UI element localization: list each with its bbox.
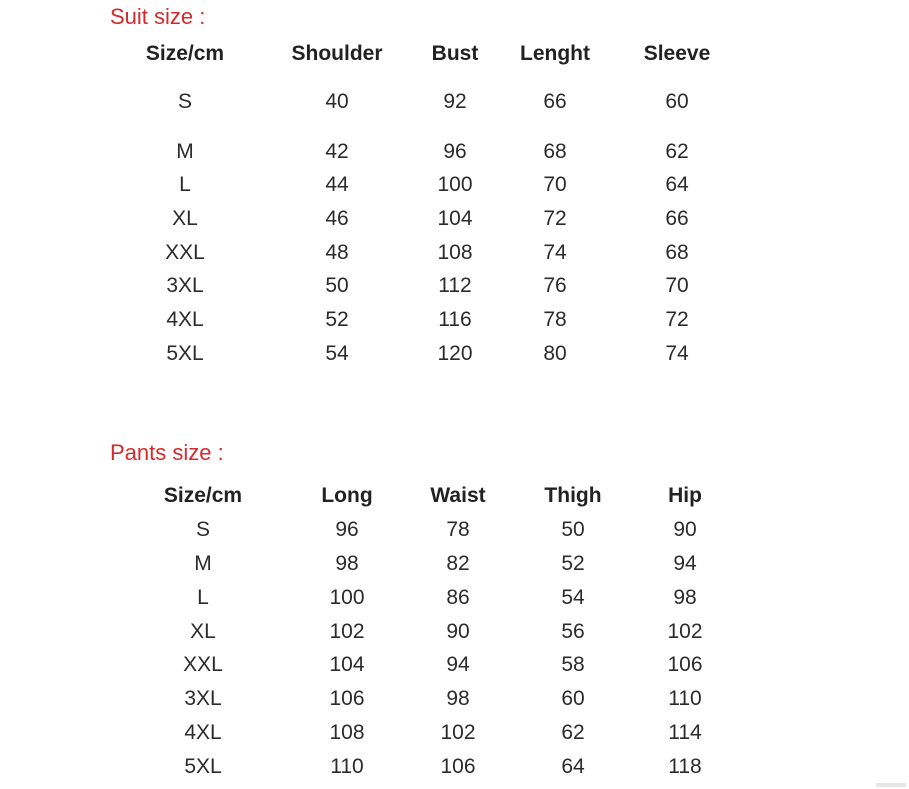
suit-row-cell: 116: [438, 308, 472, 331]
pants-header-cell: Size/cm: [163, 484, 243, 507]
pants-row-cell: L: [197, 586, 209, 609]
pants-row-cell: 56: [561, 620, 585, 643]
suit-row-cell: 104: [437, 207, 473, 230]
pants-row-cell: 96: [335, 518, 359, 541]
pants-row-cell: 110: [330, 755, 364, 778]
suit-row-cell: 52: [325, 308, 349, 331]
pants-row-cell: 60: [561, 687, 585, 710]
pants-row-cell: 4XL: [184, 721, 222, 744]
pants-row-cell: 52: [561, 552, 585, 575]
pants-row-cell: XXL: [183, 653, 223, 676]
suit-row-cell: 62: [665, 140, 689, 163]
suit-row-cell: 72: [665, 308, 689, 331]
suit-header-cell: Sleeve: [643, 42, 711, 65]
pants-row-cell: XL: [190, 620, 216, 643]
suit-row-cell: 74: [543, 241, 567, 264]
pants-row-cell: 100: [329, 586, 365, 609]
suit-row-cell: 40: [325, 90, 349, 113]
pants-row-cell: 102: [329, 620, 365, 643]
suit-row-cell: 66: [543, 90, 567, 113]
suit-row-cell: 78: [543, 308, 567, 331]
pants-row-cell: 64: [561, 755, 585, 778]
pants-header-cell: Thigh: [544, 484, 602, 507]
pants-row-cell: 114: [668, 721, 702, 744]
pants-header-cell: Waist: [430, 484, 486, 507]
pants-header-cell: Long: [321, 484, 373, 507]
suit-row-cell: 120: [437, 342, 473, 365]
pants-row-cell: 50: [561, 518, 585, 541]
suit-row-cell: 68: [543, 140, 567, 163]
pants-row-cell: 118: [668, 755, 702, 778]
suit-row-cell: 92: [443, 90, 467, 113]
pants-row-cell: 94: [673, 552, 697, 575]
suit-row-cell: 100: [437, 173, 473, 196]
suit-row-cell: 66: [665, 207, 689, 230]
pants-row-cell: 82: [446, 552, 470, 575]
pants-row-cell: 110: [668, 687, 702, 710]
suit-row-cell: 4XL: [166, 308, 204, 331]
pants-row-cell: 90: [446, 620, 470, 643]
pants-row-cell: 104: [329, 653, 365, 676]
suit-row-cell: L: [179, 173, 191, 196]
suit-row-cell: 96: [443, 140, 467, 163]
suit-row-cell: 76: [543, 274, 567, 297]
pants-row-cell: 106: [440, 755, 476, 778]
pants-row-cell: 78: [446, 518, 470, 541]
pants-row-cell: 98: [335, 552, 359, 575]
pants-row-cell: 108: [329, 721, 365, 744]
suit-row-cell: 42: [325, 140, 349, 163]
pants-row-cell: 58: [561, 653, 585, 676]
pants-row-cell: 102: [667, 620, 703, 643]
suit-row-cell: 74: [665, 342, 689, 365]
suit-row-cell: XXL: [165, 241, 205, 264]
suit-row-cell: S: [177, 90, 193, 113]
pants-row-cell: 94: [446, 653, 470, 676]
suit-row-cell: M: [176, 140, 194, 163]
pants-row-cell: 62: [561, 721, 585, 744]
pants-row-cell: M: [194, 552, 212, 575]
suit-row-cell: 70: [665, 274, 689, 297]
pants-row-cell: 54: [561, 586, 585, 609]
pants-header-cell: Hip: [668, 484, 702, 507]
pants-row-cell: 3XL: [184, 687, 222, 710]
pants-row-cell: 98: [446, 687, 470, 710]
suit-row-cell: 54: [325, 342, 349, 365]
suit-size-title: Suit size :: [110, 4, 206, 29]
pants-row-cell: 106: [329, 687, 365, 710]
pants-row-cell: 98: [673, 586, 697, 609]
pants-row-cell: 90: [673, 518, 697, 541]
suit-header-cell: Lenght: [520, 42, 590, 65]
suit-row-cell: XL: [172, 207, 198, 230]
suit-row-cell: 46: [325, 207, 349, 230]
suit-row-cell: 44: [325, 173, 349, 196]
pants-size-title: Pants size :: [110, 440, 224, 465]
suit-row-cell: 72: [543, 207, 567, 230]
suit-row-cell: 48: [325, 241, 349, 264]
suit-row-cell: 70: [543, 173, 567, 196]
suit-row-cell: 3XL: [166, 274, 204, 297]
suit-row-cell: 80: [543, 342, 567, 365]
suit-row-cell: 50: [325, 274, 349, 297]
suit-header-cell: Shoulder: [291, 42, 383, 65]
pants-row-cell: S: [195, 518, 211, 541]
suit-row-cell: 60: [665, 90, 689, 113]
scroll-indicator: [876, 783, 906, 787]
suit-row-cell: 64: [665, 173, 689, 196]
pants-row-cell: 106: [667, 653, 703, 676]
suit-row-cell: 108: [437, 241, 473, 264]
suit-header-cell: Size/cm: [145, 42, 225, 65]
pants-row-cell: 5XL: [184, 755, 222, 778]
suit-row-cell: 5XL: [166, 342, 204, 365]
pants-row-cell: 102: [440, 721, 476, 744]
pants-row-cell: 86: [446, 586, 470, 609]
suit-header-cell: Bust: [431, 42, 479, 65]
suit-row-cell: 112: [438, 274, 472, 297]
suit-row-cell: 68: [665, 241, 689, 264]
